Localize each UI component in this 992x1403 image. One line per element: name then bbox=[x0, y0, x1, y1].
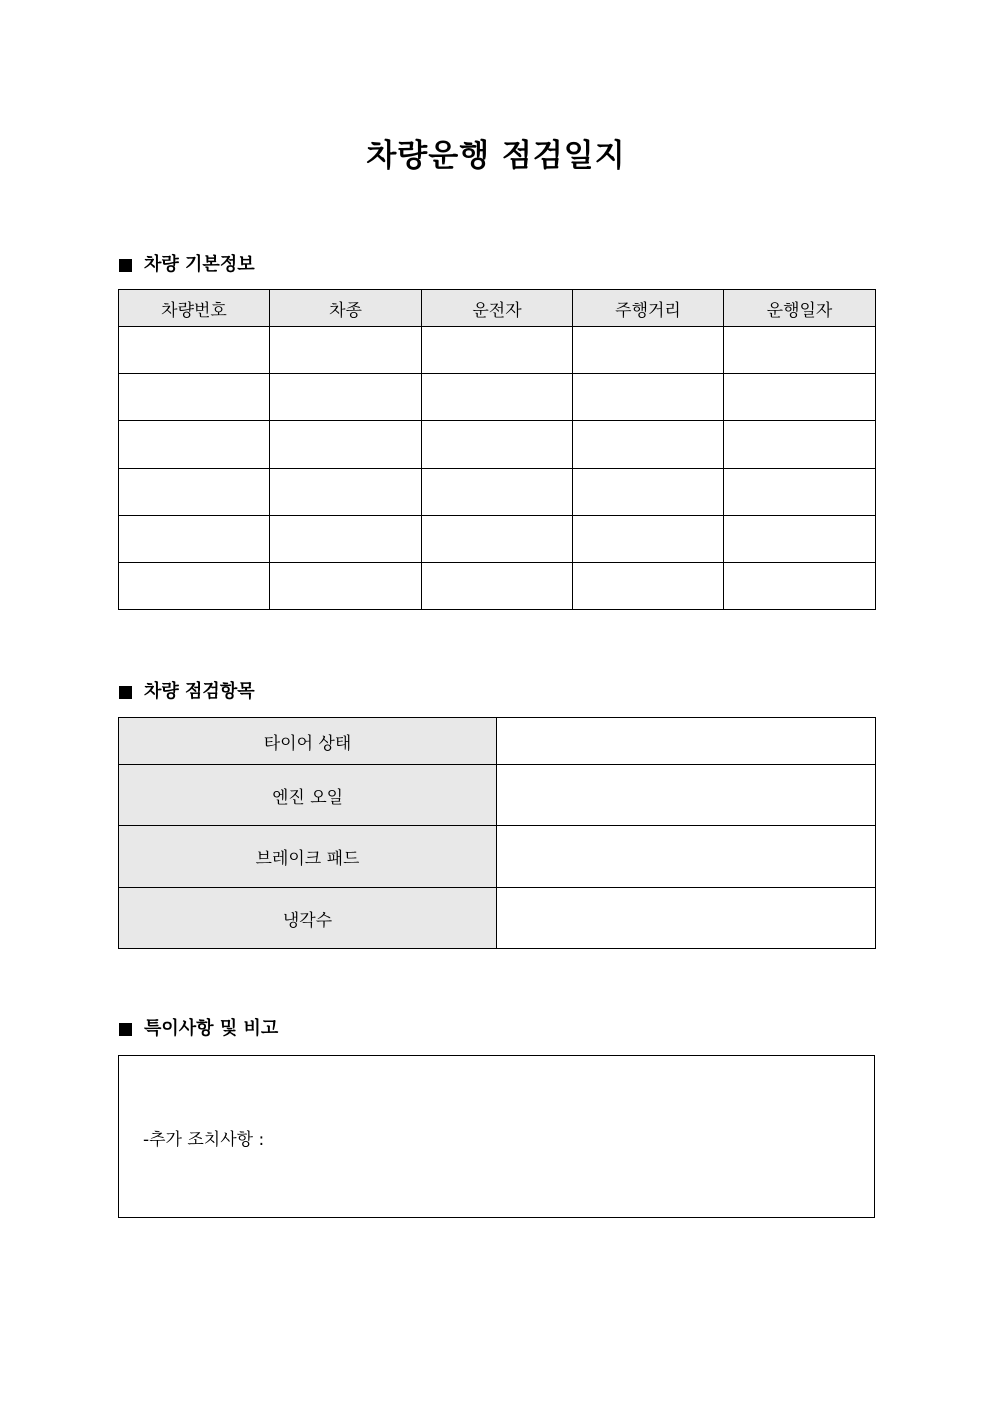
additional-action-label: -추가 조치사항 : bbox=[143, 1130, 265, 1150]
table-row bbox=[119, 826, 876, 888]
table-cell[interactable] bbox=[724, 469, 876, 516]
table-cell[interactable] bbox=[724, 421, 876, 469]
inspection-value-cell[interactable] bbox=[497, 826, 876, 888]
column-header-drive-date: 운행일자 bbox=[724, 290, 876, 327]
table-cell[interactable] bbox=[573, 327, 724, 374]
table-cell[interactable] bbox=[422, 516, 573, 563]
column-header-vehicle-number: 차량번호 bbox=[119, 290, 270, 327]
table-cell[interactable] bbox=[422, 469, 573, 516]
table-cell[interactable] bbox=[573, 374, 724, 421]
table-cell[interactable] bbox=[422, 374, 573, 421]
table-cell[interactable] bbox=[270, 327, 422, 374]
table-row bbox=[119, 765, 876, 826]
table-row bbox=[119, 888, 876, 949]
inspection-value-cell[interactable] bbox=[497, 765, 876, 826]
table-cell[interactable] bbox=[573, 563, 724, 610]
table-header-row bbox=[119, 290, 876, 327]
document-title: 차량운행 점검일지 bbox=[366, 138, 626, 174]
column-header-mileage: 주행거리 bbox=[573, 290, 724, 327]
table-cell[interactable] bbox=[119, 374, 270, 421]
section-heading-label: 특이사항 및 비고 bbox=[144, 1018, 279, 1039]
table-row bbox=[119, 327, 876, 374]
inspection-value-cell[interactable] bbox=[497, 888, 876, 949]
section-heading-notes bbox=[119, 1017, 278, 1041]
table-cell[interactable] bbox=[724, 563, 876, 610]
table-cell[interactable] bbox=[119, 563, 270, 610]
table-cell[interactable] bbox=[270, 374, 422, 421]
table-cell[interactable] bbox=[573, 516, 724, 563]
table-row bbox=[119, 469, 876, 516]
table-cell[interactable] bbox=[270, 469, 422, 516]
table-cell[interactable] bbox=[119, 421, 270, 469]
column-header-vehicle-type: 차종 bbox=[270, 290, 422, 327]
table-cell[interactable] bbox=[119, 327, 270, 374]
table-row bbox=[119, 718, 876, 765]
table-cell[interactable] bbox=[119, 469, 270, 516]
table-cell[interactable] bbox=[119, 516, 270, 563]
table-cell[interactable] bbox=[724, 374, 876, 421]
table-row bbox=[119, 374, 876, 421]
table-cell[interactable] bbox=[270, 516, 422, 563]
notes-box[interactable] bbox=[118, 1055, 875, 1218]
section-heading-label: 차량 점검항목 bbox=[144, 681, 255, 702]
table-cell[interactable] bbox=[724, 327, 876, 374]
black-square-icon bbox=[119, 259, 132, 272]
black-square-icon bbox=[119, 1023, 132, 1036]
section-heading-label: 차량 기본정보 bbox=[144, 254, 255, 275]
section-heading-basic-info bbox=[119, 253, 255, 277]
table-cell[interactable] bbox=[270, 563, 422, 610]
inspection-value-cell[interactable] bbox=[497, 718, 876, 765]
table-cell[interactable] bbox=[422, 327, 573, 374]
table-cell[interactable] bbox=[573, 421, 724, 469]
column-header-driver: 운전자 bbox=[422, 290, 573, 327]
table-cell[interactable] bbox=[724, 516, 876, 563]
inspection-item-tire: 타이어 상태 bbox=[119, 718, 497, 765]
inspection-table bbox=[118, 717, 876, 949]
inspection-item-engine-oil: 엔진 오일 bbox=[119, 765, 497, 826]
table-row bbox=[119, 563, 876, 610]
basic-info-table bbox=[118, 289, 876, 610]
black-square-icon bbox=[119, 686, 132, 699]
inspection-item-coolant: 냉각수 bbox=[119, 888, 497, 949]
table-cell[interactable] bbox=[422, 563, 573, 610]
table-cell[interactable] bbox=[573, 469, 724, 516]
table-cell[interactable] bbox=[270, 421, 422, 469]
table-row bbox=[119, 421, 876, 469]
table-row bbox=[119, 516, 876, 563]
section-heading-inspection bbox=[119, 680, 255, 704]
inspection-item-brake-pad: 브레이크 패드 bbox=[119, 826, 497, 888]
table-cell[interactable] bbox=[422, 421, 573, 469]
